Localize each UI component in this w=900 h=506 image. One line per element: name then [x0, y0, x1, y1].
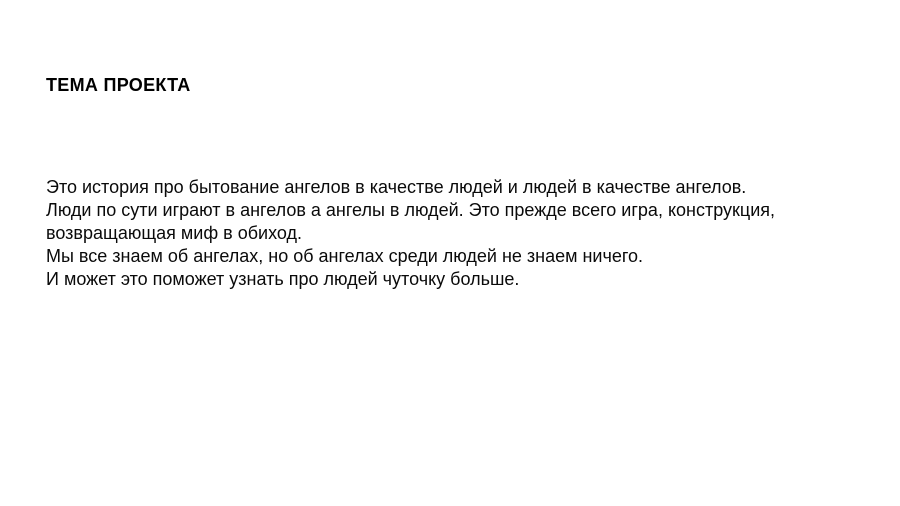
paragraph-line-5: И может это поможет узнать про людей чуточку больше. [46, 269, 520, 289]
paragraph-line-2: Люди по сути играют в ангелов а ангелы в людей. Это прежде всего игра, конструкция, [46, 200, 776, 220]
slide-body-paragraph [46, 176, 876, 291]
slide-title: ТЕМА ПРОЕКТА [46, 75, 191, 95]
paragraph-line-1: Это история про бытование ангелов в качестве людей и людей в качестве ангелов. [46, 177, 747, 197]
paragraph-line-4: Мы все знаем об ангелах, но об ангелах среди людей не знаем ничего. [46, 246, 644, 266]
paragraph-line-3: возвращающая миф в обиход. [46, 223, 302, 243]
